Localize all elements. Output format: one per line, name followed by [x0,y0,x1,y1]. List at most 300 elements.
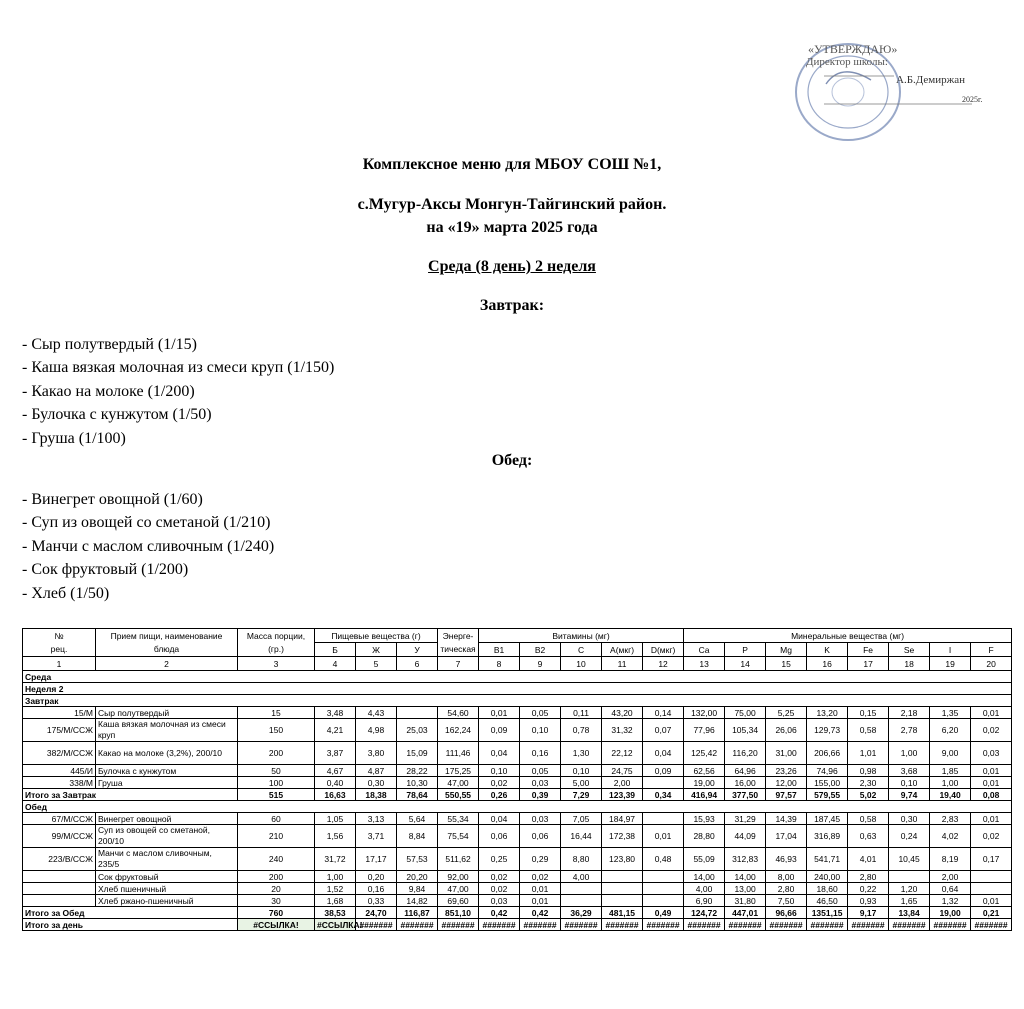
table-cell: 47,00 [438,777,479,789]
table-cell: Итого за день [23,919,238,931]
table-cell: 4,98 [356,719,397,742]
lunch-item: - Сок фруктовый (1/200) [22,561,189,579]
day-heading-text: Среда (8 день) 2 неделя [428,258,596,275]
table-cell: 16,44 [561,825,602,848]
table-cell: 175/М/ССЖ [23,719,96,742]
table-cell: 13,84 [889,907,930,919]
lunch-item: - Винегрет овощной (1/60) [22,491,203,508]
table-cell: 5,00 [561,777,602,789]
table-cell: 92,00 [438,871,479,883]
table-cell: 2,00 [930,871,971,883]
table-cell [561,883,602,895]
section-row [23,801,1012,813]
section-row [23,695,1012,707]
lunch-item: - Хлеб (1/50) [22,584,110,602]
title-line-2: с.Мугур-Аксы Монгун-Тайгинский район. [357,196,667,213]
table-cell: 1,85 [930,765,971,777]
table-cell: 6 [397,657,438,671]
table-cell: 15,93 [684,813,725,825]
table-cell: 0,93 [848,895,889,907]
table-cell: 13 [684,657,725,671]
table-cell: 2,30 [848,777,889,789]
table-cell: 5,02 [848,789,889,801]
table-cell: 20,20 [397,871,438,883]
table-cell: Обед [23,801,1012,813]
table-cell: 175,25 [438,765,479,777]
table-cell: 19,00 [930,907,971,919]
table-cell: 31,80 [725,895,766,907]
table-cell: 1,32 [930,895,971,907]
table-cell: 74,96 [807,765,848,777]
table-cell: 50 [238,765,315,777]
table-cell: 17,04 [766,825,807,848]
col-sub: Б [315,643,356,657]
table-cell [643,871,684,883]
table-cell: 8,84 [397,825,438,848]
table-cell: 1351,15 [807,907,848,919]
table-cell: 96,66 [766,907,807,919]
table-cell: 28,80 [684,825,725,848]
table-cell: Манчи с маслом сливочным, 235/5 [96,848,238,871]
table-cell: 28,22 [397,765,438,777]
col-sub: I [930,643,971,657]
table-cell [397,707,438,719]
table-cell: 4,43 [356,707,397,719]
table-cell: 6,90 [684,895,725,907]
table-cell: 0,08 [971,789,1012,801]
table-cell: 13,20 [807,707,848,719]
table-cell [643,883,684,895]
stamp-name: А.Б.Демиржан [896,74,965,86]
table-cell: 8,19 [930,848,971,871]
table-row [23,719,1012,742]
col-sub: Fe [848,643,889,657]
table-cell: 377,50 [725,789,766,801]
table-cell: 3,80 [356,742,397,765]
table-cell: 1,30 [561,742,602,765]
table-cell: 111,46 [438,742,479,765]
table-cell: 77,96 [684,719,725,742]
table-cell: 97,57 [766,789,807,801]
table-cell: 31,29 [725,813,766,825]
table-cell: 123,39 [602,789,643,801]
table-row [23,825,1012,848]
breakfast-heading: Завтрак: [479,297,545,314]
table-cell: 0,01 [971,895,1012,907]
table-cell: 19,40 [930,789,971,801]
table-cell: 123,80 [602,848,643,871]
breakfast-item: - Груша (1/100) [22,429,126,447]
table-cell: 46,50 [807,895,848,907]
table-cell: 8,80 [561,848,602,871]
table-cell: 481,15 [602,907,643,919]
table-cell: 0,02 [479,871,520,883]
table-cell: 44,09 [725,825,766,848]
table-cell: 4,67 [315,765,356,777]
table-cell: 4,87 [356,765,397,777]
table-row [23,871,1012,883]
table-cell: Неделя 2 [23,683,1012,695]
table-cell: 8 [479,657,520,671]
table-cell: 20 [238,883,315,895]
table-cell: 0,10 [561,765,602,777]
table-cell: 0,01 [971,765,1012,777]
section-row [23,683,1012,695]
total-row [23,907,1012,919]
table-cell: 200 [238,871,315,883]
table-cell: 2,80 [766,883,807,895]
lunch-list [22,488,274,605]
table-cell [971,883,1012,895]
table-cell: 10 [561,657,602,671]
table-cell: ####### [602,919,643,931]
table-cell: 129,73 [807,719,848,742]
table-cell: 8,00 [766,871,807,883]
table-cell: 43,20 [602,707,643,719]
table-cell: ####### [684,919,725,931]
table-cell: 0,01 [971,707,1012,719]
table-cell: 162,24 [438,719,479,742]
table-cell: 38,53 [315,907,356,919]
col-sub: F [971,643,1012,657]
table-cell: 55,09 [684,848,725,871]
table-cell: 0,30 [356,777,397,789]
table-cell: 0,20 [356,871,397,883]
table-cell [643,777,684,789]
col-sub: Mg [766,643,807,657]
table-cell: 31,32 [602,719,643,742]
table-cell: 116,20 [725,742,766,765]
table-cell [23,883,96,895]
table-cell: 223/В/ССЖ [23,848,96,871]
col-nutrients: Пищевые вещества (г) [315,629,438,643]
table-cell [971,871,1012,883]
table-cell: 4,01 [848,848,889,871]
table-cell: 17 [848,657,889,671]
breakfast-item: - Булочка с кунжутом (1/50) [22,406,212,424]
table-cell: 4,00 [561,871,602,883]
table-cell: 0,02 [479,777,520,789]
table-cell: 16 [807,657,848,671]
table-cell: 1 [23,657,96,671]
table-cell: 55,34 [438,813,479,825]
table-cell: 0,03 [479,895,520,907]
table-cell: 14,82 [397,895,438,907]
table-row [23,895,1012,907]
header-row-2 [23,643,1012,657]
table-cell: 18 [889,657,930,671]
table-cell: 12,00 [766,777,807,789]
table-cell: 3,71 [356,825,397,848]
table-cell: 10,45 [889,848,930,871]
table-cell: Среда [23,671,1012,683]
table-cell: 22,12 [602,742,643,765]
nutrition-table [22,628,1012,931]
lunch-heading: Обед: [491,452,533,469]
table-cell: 515 [238,789,315,801]
table-cell: Итого за Обед [23,907,238,919]
table-cell: 100 [238,777,315,789]
col-sub: D(мкг) [643,643,684,657]
table-cell: 1,00 [315,871,356,883]
col-sub: Ж [356,643,397,657]
table-cell: 54,60 [438,707,479,719]
table-cell: 20 [971,657,1012,671]
table-cell: 4,02 [930,825,971,848]
table-cell: 0,26 [479,789,520,801]
table-cell: 206,66 [807,742,848,765]
col-mass: Масса порции, [238,629,315,643]
breakfast-item: - Какао на молоке (1/200) [22,382,195,400]
table-cell: 0,10 [479,765,520,777]
table-cell: 0,33 [356,895,397,907]
table-cell: Суп из овощей со сметаной, 200/10 [96,825,238,848]
table-cell: 14,00 [684,871,725,883]
table-cell: 0,01 [971,777,1012,789]
table-cell: 47,00 [438,883,479,895]
col-rec: рец. [23,643,96,657]
table-cell: 3,48 [315,707,356,719]
table-cell: 0,98 [848,765,889,777]
table-cell: Груша [96,777,238,789]
table-cell: 0,25 [479,848,520,871]
table-cell: 9 [520,657,561,671]
table-cell: 0,63 [848,825,889,848]
table-cell: 7 [438,657,479,671]
col-meal-2: блюда [96,643,238,657]
table-cell: 16,63 [315,789,356,801]
table-cell: 125,42 [684,742,725,765]
table-cell: Сыр полутвердый [96,707,238,719]
table-cell: 1,68 [315,895,356,907]
table-cell: 15,09 [397,742,438,765]
table-cell: 2,80 [848,871,889,883]
table-cell: 31,00 [766,742,807,765]
stamp-year: 2025г. [962,95,983,104]
table-cell: 0,03 [520,777,561,789]
table-cell: 0,10 [889,777,930,789]
col-vitamins: Витамины (мг) [479,629,684,643]
table-cell: #ССЫЛКА! [315,919,356,931]
table-cell: ####### [520,919,561,931]
table-cell: 75,54 [438,825,479,848]
table-cell: ####### [438,919,479,931]
header-row [23,629,1012,643]
table-cell: 1,35 [930,707,971,719]
title-date: на «19» марта 2025 года [426,219,598,236]
total-row [23,919,1012,931]
table-cell: 62,56 [684,765,725,777]
table-cell: 0,01 [479,707,520,719]
table-cell: 14 [725,657,766,671]
table-cell: 132,00 [684,707,725,719]
table-cell: ####### [561,919,602,931]
table-cell: Итого за Завтрак [23,789,238,801]
table-cell: 760 [238,907,315,919]
table-cell: 1,65 [889,895,930,907]
col-energy: Энерге- [438,629,479,643]
table-cell: 0,58 [848,813,889,825]
table-cell: 24,75 [602,765,643,777]
table-cell: 75,00 [725,707,766,719]
table-cell: 0,30 [889,813,930,825]
table-cell: 18,38 [356,789,397,801]
table-cell: 0,01 [971,813,1012,825]
table-row [23,848,1012,871]
table-cell: 14,39 [766,813,807,825]
table-cell: 1,00 [930,777,971,789]
section-row [23,671,1012,683]
table-cell: 187,45 [807,813,848,825]
table-cell: 30 [238,895,315,907]
col-sub: У [397,643,438,657]
table-cell: 0,29 [520,848,561,871]
table-cell: 67/М/ССЖ [23,813,96,825]
table-cell: 0,07 [643,719,684,742]
table-cell: 0,15 [848,707,889,719]
table-cell: 11 [602,657,643,671]
table-cell: Винегрет овощной [96,813,238,825]
table-cell: ####### [766,919,807,931]
col-sub: P [725,643,766,657]
title-line-1: Комплексное меню для МБОУ СОШ №1, [362,156,662,173]
table-cell: 0,40 [315,777,356,789]
table-cell: 0,02 [479,883,520,895]
table-cell: 445/И [23,765,96,777]
table-cell: 1,00 [889,742,930,765]
table-cell: 0,17 [971,848,1012,871]
table-cell: 3,13 [356,813,397,825]
table-cell: 0,03 [971,742,1012,765]
table-cell: 116,87 [397,907,438,919]
table-cell: 57,53 [397,848,438,871]
col-energy-2: тическая [438,643,479,657]
table-cell: ####### [930,919,971,931]
table-cell [561,895,602,907]
table-cell: 16,00 [725,777,766,789]
table-cell: 1,56 [315,825,356,848]
table-cell: 0,05 [520,707,561,719]
table-cell: 0,34 [643,789,684,801]
table-cell: 1,05 [315,813,356,825]
col-sub: Ca [684,643,725,657]
table-cell: ####### [397,919,438,931]
table-cell: 17,17 [356,848,397,871]
table-cell: 541,71 [807,848,848,871]
table-cell: 105,34 [725,719,766,742]
stamp-director: Директор школы: [806,56,888,68]
table-cell: 36,29 [561,907,602,919]
table-cell: 0,02 [971,719,1012,742]
col-meal: Прием пищи, наименование [96,629,238,643]
table-cell: 0,04 [479,813,520,825]
table-cell: 0,10 [520,719,561,742]
table-cell: ####### [889,919,930,931]
table-cell: 4 [315,657,356,671]
table-cell: 0,03 [520,813,561,825]
table-cell: 9,00 [930,742,971,765]
table-cell: 851,10 [438,907,479,919]
table-cell [643,813,684,825]
table-cell: 7,50 [766,895,807,907]
table-cell: 0,22 [848,883,889,895]
table-cell: 9,17 [848,907,889,919]
col-sub: A(мкг) [602,643,643,657]
table-cell: 0,39 [520,789,561,801]
table-cell [23,895,96,907]
table-row [23,765,1012,777]
table-cell: 15/М [23,707,96,719]
table-cell: 0,04 [479,742,520,765]
table-cell: 7,29 [561,789,602,801]
table-cell: Какао на молоке (3,2%), 200/10 [96,742,238,765]
table-cell: 12 [643,657,684,671]
col-sub: B2 [520,643,561,657]
table-body [23,629,1012,931]
table-cell: 0,06 [479,825,520,848]
column-number-row [23,657,1012,671]
table-cell: 240,00 [807,871,848,883]
stamp-approve: «УТВЕРЖДАЮ» [808,42,898,56]
table-cell: 447,01 [725,907,766,919]
table-cell [643,895,684,907]
breakfast-item: - Каша вязкая молочная из смеси круп (1/150) [22,359,335,377]
table-row [23,742,1012,765]
table-cell: Каша вязкая молочная из смеси круп [96,719,238,742]
table-cell: 0,14 [643,707,684,719]
table-cell: 240 [238,848,315,871]
table-cell: 15 [238,707,315,719]
table-cell: 10,30 [397,777,438,789]
table-cell [889,871,930,883]
table-cell: Завтрак [23,695,1012,707]
table-cell: 0,58 [848,719,889,742]
table-cell: 416,94 [684,789,725,801]
table-cell: 0,02 [520,871,561,883]
breakfast-list [22,333,334,450]
table-cell: 550,55 [438,789,479,801]
table-cell: 0,09 [643,765,684,777]
total-row [23,789,1012,801]
table-cell: 0,42 [479,907,520,919]
col-sub: K [807,643,848,657]
table-cell: 24,70 [356,907,397,919]
table-cell: ####### [356,919,397,931]
table-cell: 15 [766,657,807,671]
table-cell: 0,09 [479,719,520,742]
table-cell: ####### [725,919,766,931]
table-cell: 0,16 [520,742,561,765]
table-cell: 19,00 [684,777,725,789]
table-cell: 1,01 [848,742,889,765]
table-cell: 9,74 [889,789,930,801]
table-cell: Хлеб ржано-пшеничный [96,895,238,907]
breakfast-item: - Сыр полутвердый (1/15) [22,336,197,353]
table-cell: 184,97 [602,813,643,825]
table-row [23,883,1012,895]
table-cell: 2 [96,657,238,671]
table-row [23,777,1012,789]
table-cell: 316,89 [807,825,848,848]
table-cell: 2,00 [602,777,643,789]
table-cell: 9,84 [397,883,438,895]
table-cell: 3 [238,657,315,671]
table-cell: 13,00 [725,883,766,895]
table-cell: 1,52 [315,883,356,895]
table-cell [602,895,643,907]
table-cell: 64,96 [725,765,766,777]
table-cell: 31,72 [315,848,356,871]
